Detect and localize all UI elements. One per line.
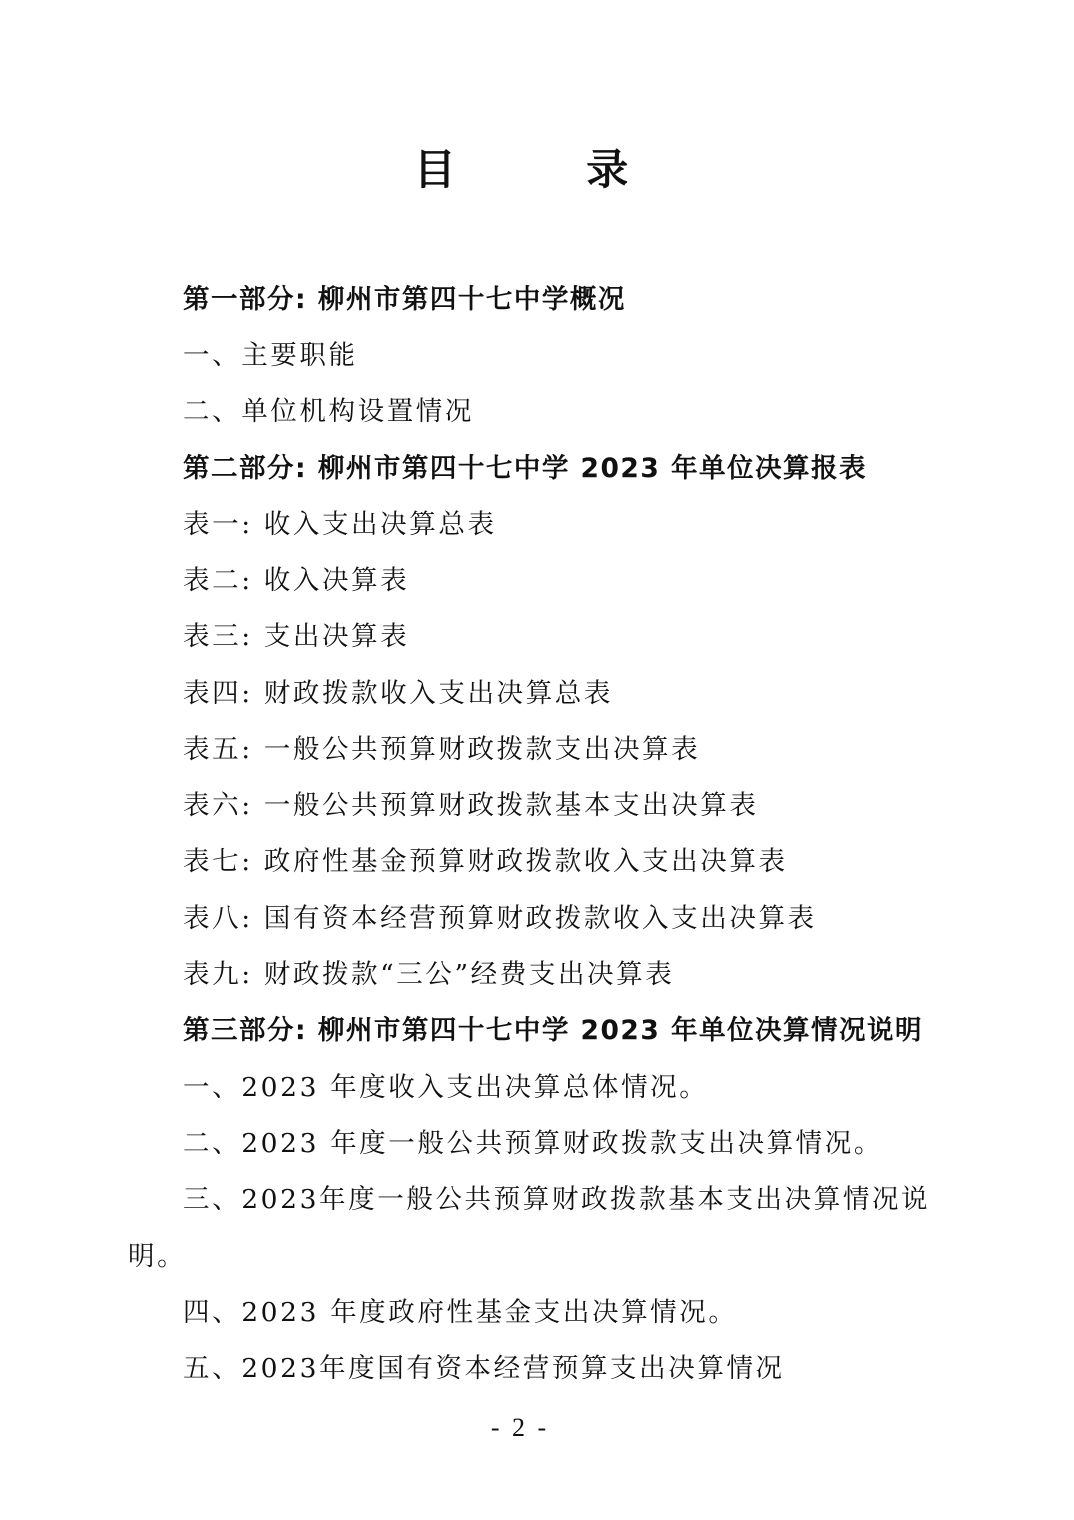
section-heading-part-three: 第三部分: 柳州市第四十七中学 2023 年单位决算情况说明 <box>183 1015 924 1046</box>
toc-item: 二、单位机构设置情况 <box>183 396 474 427</box>
section-heading-part-one: 第一部分: 柳州市第四十七中学概况 <box>183 284 626 315</box>
toc-item: 一、2023 年度收入支出决算总体情况。 <box>183 1072 709 1103</box>
toc-item: 表三: 支出决算表 <box>183 621 410 652</box>
page-number: - 2 - <box>490 1413 550 1442</box>
toc-item: 五、2023年度国有资本经营预算支出决算情况 <box>183 1353 785 1384</box>
toc-item: 表七: 政府性基金预算财政拨款收入支出决算表 <box>183 846 788 877</box>
toc-item: 一、主要职能 <box>183 340 358 371</box>
toc-item: 四、2023 年度政府性基金支出决算情况。 <box>183 1297 738 1328</box>
section-heading-part-two: 第二部分: 柳州市第四十七中学 2023 年单位决算报表 <box>183 453 868 484</box>
toc-item: 表五: 一般公共预算财政拨款支出决算表 <box>183 734 701 765</box>
toc-item: 表八: 国有资本经营预算财政拨款收入支出决算表 <box>183 903 817 934</box>
page-title: 目 录 <box>413 145 687 194</box>
toc-item: 表四: 财政拨款收入支出决算总表 <box>183 678 613 709</box>
toc-item: 表二: 收入决算表 <box>183 565 410 596</box>
toc-item: 表六: 一般公共预算财政拨款基本支出决算表 <box>183 790 759 821</box>
toc-item: 二、2023 年度一般公共预算财政拨款支出决算情况。 <box>183 1128 883 1159</box>
toc-item: 三、2023年度一般公共预算财政拨款基本支出决算情况说 <box>183 1184 931 1215</box>
toc-item: 表九: 财政拨款“三公”经费支出决算表 <box>183 959 675 990</box>
toc-item-continuation: 明。 <box>128 1241 187 1272</box>
toc-item: 表一: 收入支出决算总表 <box>183 509 497 540</box>
